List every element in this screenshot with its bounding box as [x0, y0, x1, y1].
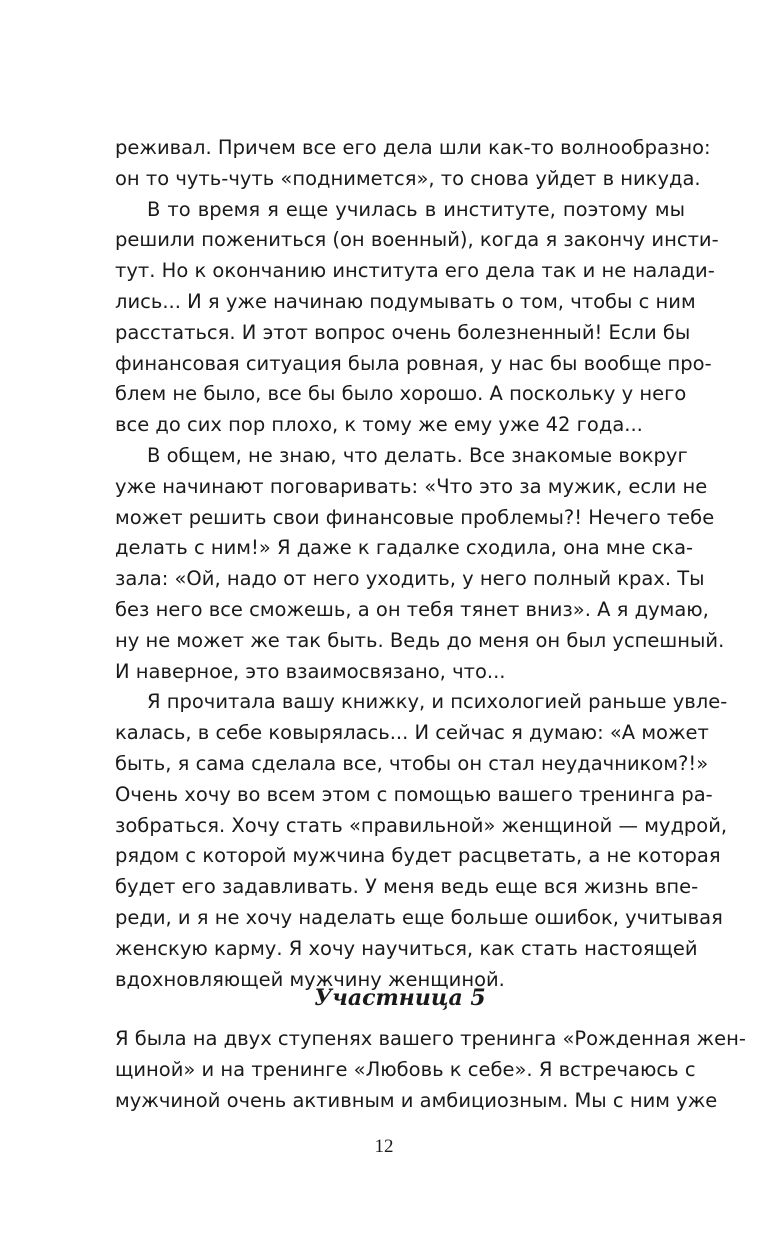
text-line: зобраться. Хочу стать «правильной» женщиной — мудрой, [115, 813, 728, 837]
text-line: лись... И я уже начинаю подумывать о том, чтобы с ним [115, 289, 696, 313]
text-line: он то чуть-чуть «поднимется», то снова уйдет в никуда. [115, 166, 701, 190]
text-line: будет его задавливать. У меня ведь еще вся жизнь впе- [115, 875, 699, 899]
text-line: Я была на двух ступенях вашего тренинга «Рожденная жен- [115, 1027, 746, 1050]
text-line: реживал. Причем все его дела шли как-то волнообразно: [115, 136, 711, 159]
text-line: решили пожениться (он военный), когда я закончу инсти- [115, 228, 719, 252]
text-line: расстаться. И этот вопрос очень болезненный! Если бы [115, 320, 691, 344]
text-line: финансовая ситуация была ровная, у нас бы вообще про- [115, 351, 712, 375]
text-line: может решить свои финансовые проблемы?! Нечего тебе [115, 505, 715, 529]
text-line: женскую карму. Я хочу научиться, как стать настоящей [115, 936, 698, 960]
text-line: рядом с которой мужчина будет расцветать, а не которая [115, 844, 721, 868]
text-line: щиной» и на тренинге «Любовь к себе». Я встречаюсь с [115, 1057, 696, 1081]
text-line: уже начинают поговаривать: «Что это за мужик, если не [115, 474, 708, 498]
text-line: Очень хочу во всем этом с помощью вашего тренинга ра- [115, 782, 713, 806]
text-line: тут. Но к окончанию института его дела так и не налади- [115, 259, 715, 283]
text-line: В общем, не знаю, что делать. Все знакомые вокруг [147, 443, 688, 467]
text-line: калась, в себе ковырялась... И сейчас я думаю: «А может [115, 721, 709, 745]
text-line: быть, я сама сделала все, чтобы он стал неудачником?!» [115, 751, 709, 775]
text-line: мужчиной очень активным и амбициозным. Мы с ним уже [115, 1088, 718, 1112]
text-line: В то время я еще училась в институте, поэтому мы [147, 197, 685, 221]
text-line: реди, и я не хочу наделать еще больше ошибок, учитывая [115, 905, 723, 929]
text-line: ну не может же так быть. Ведь до меня он был успешный. [115, 628, 725, 652]
text-line: И наверное, это взаимосвязано, что... [115, 659, 506, 683]
text-line: делать с ним!» Я даже к гадалке сходила, она мне ска- [115, 536, 694, 560]
text-line: блем не было, все бы было хорошо. А поскольку у него [115, 382, 687, 406]
text-line: зала: «Ой, надо от него уходить, у него полный крах. Ты [115, 567, 705, 591]
text-line: без него все сможешь, а он тебя тянет вниз». А я думаю, [115, 597, 709, 621]
text-line: вдохновляющей мужчину женщиной. [115, 967, 505, 991]
section-text [115, 1024, 746, 1116]
text-line: все до сих пор плохо, к тому же ему уже 42 года... [115, 413, 643, 437]
section-heading: Участница 5 [314, 985, 486, 1011]
text-line: Я прочитала вашу книжку, и психологией раньше увле- [147, 690, 728, 714]
body-text [115, 133, 728, 995]
page-number: 12 [374, 1136, 394, 1157]
